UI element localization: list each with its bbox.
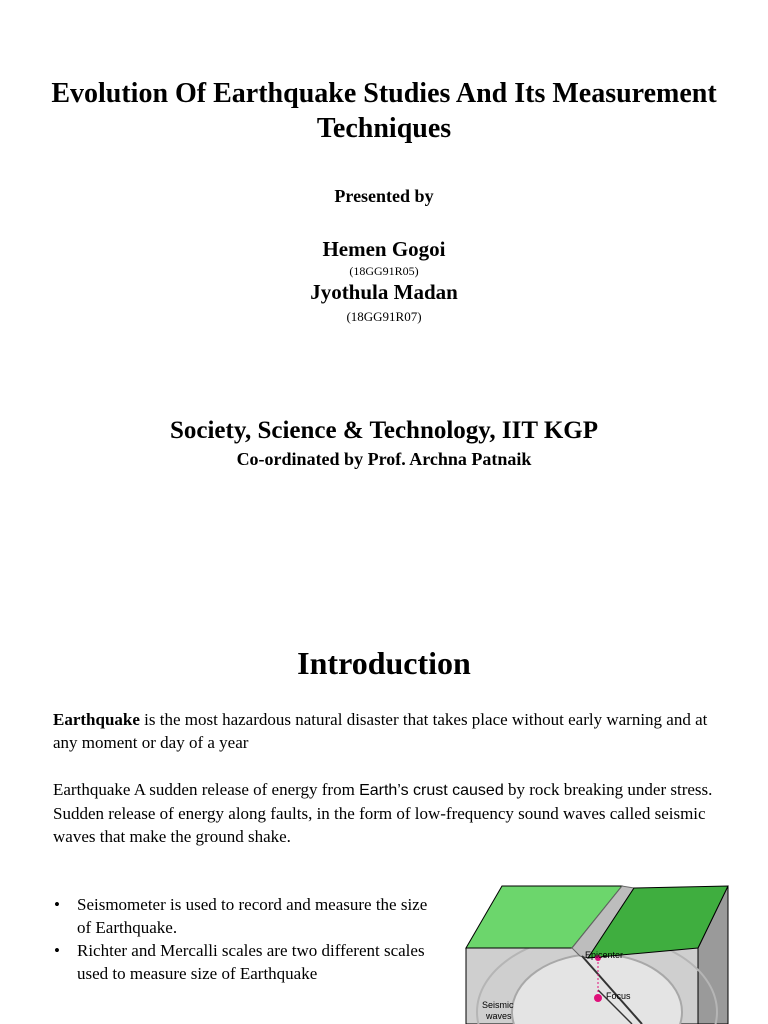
presenter-roll: (18GG91R05) bbox=[349, 264, 419, 278]
presenter-name: Hemen Gogoi bbox=[322, 237, 446, 261]
intro-paragraph bbox=[53, 708, 723, 754]
bullet-item bbox=[53, 893, 433, 939]
paragraph-sans-text: Earth’s crust caused bbox=[359, 782, 504, 799]
paragraph-text: by rock breaking under stress. Sudden release of energy along faults, in the form of low-frequency sound waves called seismic waves that make the ground shake. bbox=[53, 780, 713, 846]
paragraph-bold-term: Earthquake bbox=[53, 710, 140, 729]
focus-label: Focus bbox=[606, 991, 631, 1001]
paragraph-text: Earthquake A sudden release of energy from bbox=[53, 780, 360, 799]
course-name: Society, Science & Technology, IIT KGP bbox=[169, 417, 599, 444]
focus-marker bbox=[594, 994, 602, 1002]
bullet-item bbox=[53, 939, 433, 985]
seismic-waves-label: Seismic bbox=[482, 1000, 514, 1010]
introduction-slide bbox=[0, 600, 768, 1024]
definition-paragraph bbox=[53, 778, 723, 848]
epicenter-label: Epicenter bbox=[585, 950, 624, 960]
bullet-text: Seismometer is used to record and measure the size of Earthquake. bbox=[77, 895, 428, 937]
bullet-dot: • bbox=[54, 941, 60, 960]
slide-heading: Introduction bbox=[297, 645, 471, 681]
presenter-roll: (18GG91R07) bbox=[346, 309, 422, 324]
presentation-title: Evolution Of Earthquake Studies And Its Measurement Techniques bbox=[51, 78, 717, 144]
presenter-name: Jyothula Madan bbox=[310, 280, 458, 304]
bullet-dot: • bbox=[54, 895, 60, 914]
paragraph-text: is the most hazardous natural disaster that takes place without early warning and at any moment or day of a year bbox=[53, 710, 708, 752]
earthquake-fault-diagram bbox=[462, 870, 742, 1024]
presented-by-label: Presented by bbox=[334, 186, 434, 206]
bullet-list bbox=[53, 893, 433, 985]
seismic-waves-label: waves bbox=[486, 1011, 512, 1021]
coordinator-line: Co-ordinated by Prof. Archna Patnaik bbox=[236, 449, 532, 469]
bullet-text: Richter and Mercalli scales are two different scales used to measure size of Earthquake bbox=[77, 941, 425, 983]
